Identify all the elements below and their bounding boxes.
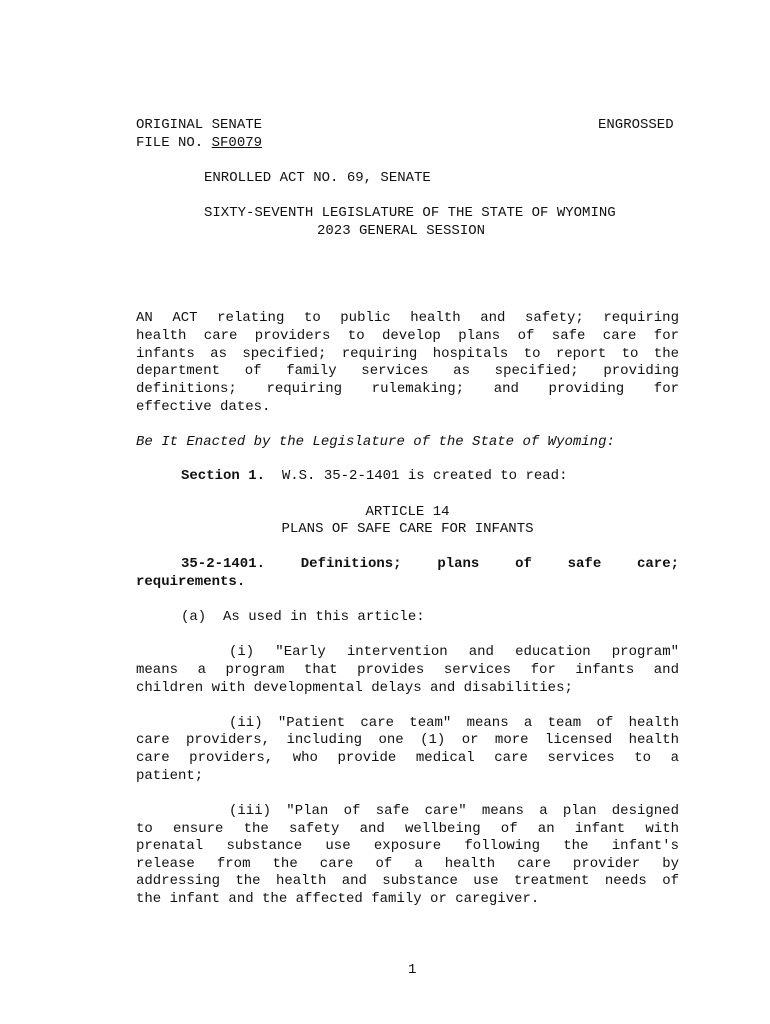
definition-ii-line-3: care providers, who provide medical care services to a <box>136 750 679 766</box>
definition-iii-line-1: (iii) "Plan of safe care" means a plan designed <box>229 803 679 819</box>
definition-iii-line-2: to ensure the safety and wellbeing of an infant with <box>136 821 679 837</box>
definition-i-line-2: means a program that provides services for infants and <box>136 662 679 678</box>
page-number: 1 <box>408 962 417 978</box>
file-number-line <box>136 135 262 153</box>
definition-iii-line-5: addressing the health and substance use treatment needs of <box>136 873 679 889</box>
act-title-line-2: health care providers to develop plans of safe care for <box>136 328 679 344</box>
original-senate-label: ORIGINAL SENATE <box>136 117 263 133</box>
section-1 <box>181 468 567 486</box>
statute-heading-line-1: 35-2-1401. Definitions; plans of safe care; <box>181 556 679 572</box>
act-title-line-1: AN ACT relating to public health and safety; requiring <box>136 310 679 326</box>
definition-ii-line-2: care providers, including one (1) or more licensed health <box>136 732 679 748</box>
definition-i-line-3: children with developmental delays and disabilities; <box>136 680 573 696</box>
enacting-clause: Be It Enacted by the Legislature of the State of Wyoming: <box>136 434 615 450</box>
act-title-line-3: infants as specified; requiring hospitals to report to the <box>136 346 679 362</box>
article-number: ARTICLE 14 <box>365 504 450 520</box>
definition-i-line-1: (i) "Early intervention and education program" <box>229 644 679 660</box>
act-title-line-5: definitions; requiring rulemaking; and providing for <box>136 381 679 397</box>
legislature-title: SIXTY-SEVENTH LEGISLATURE OF THE STATE OF WYOMING <box>204 205 616 221</box>
article-title: PLANS OF SAFE CARE FOR INFANTS <box>281 521 534 537</box>
file-number-link[interactable]: SF0079 <box>211 135 263 151</box>
subsection-a: (a) As used in this article: <box>181 609 425 625</box>
engrossed-label: ENGROSSED <box>598 117 674 133</box>
file-no-prefix: FILE NO. <box>136 135 212 151</box>
act-title-line-6: effective dates. <box>136 399 271 415</box>
act-title-line-4: department of family services as specified; providing <box>136 363 679 379</box>
definition-iii-line-6: the infant and the affected family or caregiver. <box>136 891 540 907</box>
definition-iii-line-4: release from the care of a health care provider by <box>136 856 679 872</box>
definition-ii-line-1: (ii) "Patient care team" means a team of health <box>229 715 679 731</box>
section-1-text: W.S. 35-2-1401 is created to read: <box>281 468 568 484</box>
session-title: 2023 GENERAL SESSION <box>317 223 486 239</box>
statute-heading-line-2: requirements. <box>136 574 246 590</box>
definition-ii-line-4: patient; <box>136 768 204 784</box>
definition-iii-line-3: prenatal substance use exposure following the infant's <box>136 838 679 854</box>
enrolled-act-number: ENROLLED ACT NO. 69, SENATE <box>204 170 431 186</box>
section-1-label: Section 1. <box>181 468 266 484</box>
